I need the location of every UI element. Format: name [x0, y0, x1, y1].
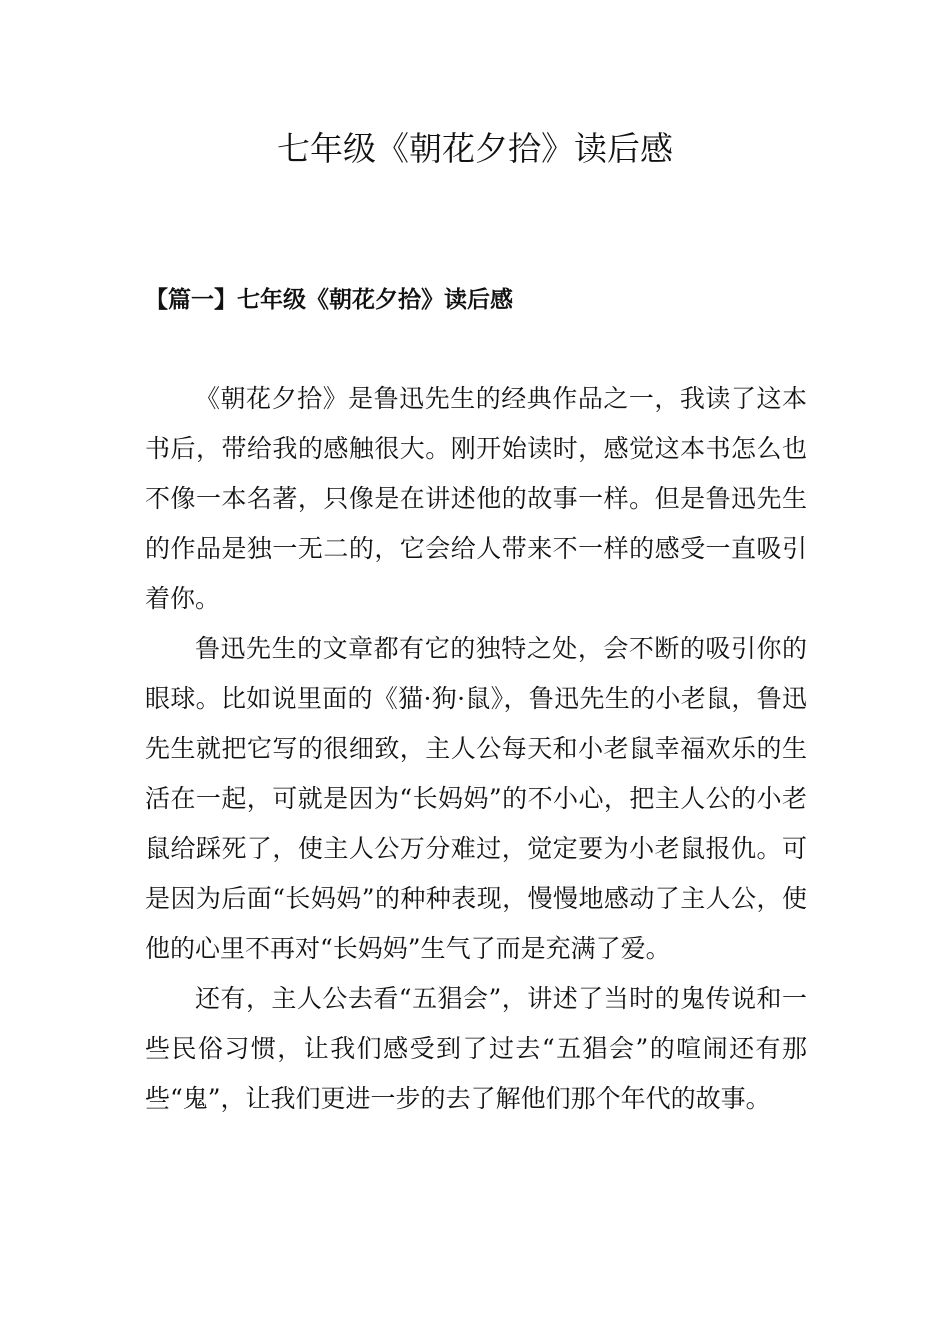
document-title: 七年级《朝花夕拾》读后感: [277, 129, 673, 168]
paragraph-1: 《朝花夕拾》是鲁迅先生的经典作品之一，我读了这本书后，带给我的感触很大。刚开始读时，感觉这本书怎么也不像一本名著，只像是在讲述他的故事一样。但是鲁迅先生的作品是独一无二的，它会给人带来不一样的感受一直吸引着你。: [145, 384, 807, 613]
paragraph-3: 还有，主人公去看“五猖会”，讲述了当时的鬼传说和一些民俗习惯，让我们感受到了过去“五猖会”的喧闹还有那些“鬼”，让我们更进一步的去了解他们那个年代的故事。: [145, 984, 807, 1113]
document-body: [145, 374, 807, 1124]
paragraph-2: 鲁迅先生的文章都有它的独特之处，会不断的吸引你的眼球。比如说里面的《猫·狗·鼠》，鲁迅先生的小老鼠，鲁迅先生就把它写的很细致，主人公每天和小老鼠幸福欢乐的生活在一起，可就是因为“长妈妈”的不小心，把主人公的小老鼠给踩死了，使主人公万分难过，觉定要为小老鼠报仇。可是因为后面“长妈妈”的种种表现，慢慢地感动了主人公，使他的心里不再对“长妈妈”生气了而是充满了爱。: [145, 634, 807, 963]
section-heading: 【篇一】七年级《朝花夕拾》读后感: [145, 286, 513, 313]
